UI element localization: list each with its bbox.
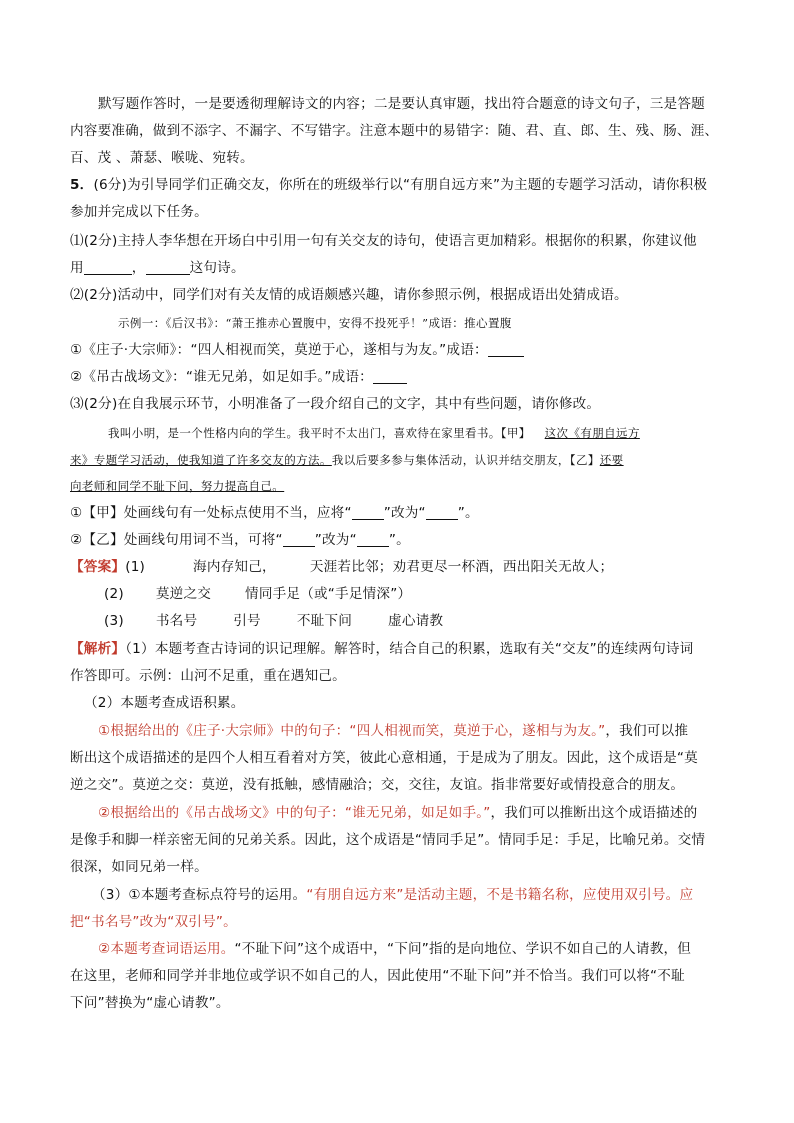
answer-3-b: 引号 [233,613,261,629]
passage-line-3 [70,476,284,496]
answer-2-a: 莫逆之交 [155,586,212,602]
analysis-2-2-line-2: 是像手和脚一样亲密无间的兄弟关系。因此，这个成语是“情同手足”。情同手足：手足，比喻兄弟。交情 [70,832,706,848]
underlined-sentence-jia-b: 来》专题学习活动，使我知道了许多交友的方法。 [70,453,332,467]
part-1-text-c: 这句诗。 [189,260,245,276]
passage-line-1 [108,423,640,443]
underlined-sentence-jia-a: 这次《有朋自远方 [544,426,640,440]
analysis-2-1-line-2: 断出这个成语描述的是四个人相互看着对方笑，彼此心意相通，于是成为了朋友。因此，这个成语是“莫 [70,750,698,766]
underlined-sentence-yi-b: 向老师和同学不耻下问，努力提高自己。 [70,479,285,493]
fix-1-blank-a[interactable] [352,505,384,520]
idiom-item-1-text: ①《庄子·大宗师》：“四人相视而笑，莫逆于心，遂相与为友。”成语： [70,342,488,358]
analysis-2-1-line-3: 逆之交”。莫逆之交：莫逆，没有抵触，感情融洽；交，交往，友谊。指非常要好或情投意合的朋友。 [70,777,685,793]
analysis-1-line-2: 作答即可。示例：山河不足重，重在遇知己。 [70,668,346,684]
analysis-3-2-rest: “不耻下问”这个成语中，“下问”指的是向地位、学识不如自己的人请教，但 [234,941,692,957]
fix-2-blank-a[interactable] [283,532,315,547]
analysis-3-2-line-2: 在这里，老师和同学并非地位或学识不如自己的人，因此使用“不耻下问”并不恰当。我们可以将“不耻 [70,968,685,984]
answer-2-number: (2) [104,586,124,602]
fix-1-blank-b[interactable] [426,505,458,520]
fix-item-2 [70,530,410,550]
answer-1-number: (1) [125,559,146,575]
intro-line-2: 内容要准确，做到不添字、不漏字、不写错字。注意本题中的易错字：随、君、直、郎、生、残、肠、涯、 [70,123,719,139]
answer-row-2 [104,584,411,604]
idiom-item-2 [70,367,407,387]
analysis-2-heading: （2）本题考查成语积累。 [84,695,245,711]
analysis-1-text: （1）本题考查古诗词的识记理解。解答时，结合自己的积累，选取有关“交友”的连续两句诗词 [125,641,694,657]
question-stem-line-1: (6分)为引导同学们正确交友，你所在的班级举行以“有朋自远方来”为主题的专题学习活动，请你积极 [93,177,708,193]
answer-tag: 【答案】 [70,559,126,575]
blank-line-1[interactable] [84,260,132,275]
example-line: 示例一：《后汉书》：“萧王推赤心置腹中，安得不投死乎！”成语：推心置腹 [118,316,512,330]
answer-3-a: 书名号 [155,613,198,629]
idiom-item-1 [70,340,524,360]
part-1-blanks [70,258,245,278]
answer-3-c: 不耻下问 [296,613,353,629]
fix-1-text-c: ”。 [457,505,479,521]
fix-item-1 [70,503,479,523]
fix-2-blank-b[interactable] [357,532,389,547]
answer-row-1 [70,557,613,577]
analysis-3-1-line-1 [92,885,693,905]
answer-1-line-a: 海内存知己， [193,559,276,575]
analysis-2-1-rest: ，我们可以推 [605,723,689,739]
part-1-prompt: ⑴(2分)主持人李华想在开场白中引用一句有关交友的诗句，使语言更加精彩。根据你的积累，你建议他 [70,233,697,249]
analysis-1-line-1 [70,639,693,659]
underlined-sentence-yi-a: 还要 [599,453,624,467]
answer-3-d: 虚心请教 [388,613,444,629]
part-3-prompt: ⑶(2分)在自我展示环节，小明准备了一段介绍自己的文字，其中有些问题，请你修改。 [70,396,601,412]
analysis-3-1-head: （3）①本题考查标点符号的运用。 [92,887,307,903]
analysis-3-2-line-1 [98,939,691,959]
question-5-stem [70,175,707,195]
analysis-2-2-rest: ，我们可以推断出这个成语描述的 [490,805,698,821]
analysis-2-2-line-3: 很深，如同兄弟一样。 [70,859,208,875]
question-stem-line-2: 参加并完成以下任务。 [70,204,208,220]
answer-row-3 [104,611,443,631]
analysis-2-1-line-1 [98,721,688,741]
analysis-3-2-line-3: 下问”替换为“虚心请教”。 [70,995,230,1011]
passage-text-2b: 我以后要多参与集体活动，认识并结交朋友，【乙】 [331,453,600,467]
intro-line-3: 百、茂 、萧瑟、喉咙、宛转。 [70,150,254,166]
analysis-3-2-red: ②本题考查词语运用。 [98,941,235,957]
analysis-2-2-red: ②根据给出的《吊古战场文》中的句子：“谁无兄弟，如足如手。” [98,805,491,821]
idiom-blank-1[interactable] [488,342,524,357]
analysis-2-1-red: ①根据给出的《庄子·大宗师》中的句子：“四人相视而笑，莫逆于心，遂相与为友。” [98,723,606,739]
passage-line-2 [70,450,624,470]
answer-3-number: (3) [104,613,124,629]
fix-2-text-a: ②【乙】处画线句用词不当，可将“ [70,532,283,548]
intro-line-1: 默写题作答时，一是要透彻理解诗文的内容；二是要认真审题，找出符合题意的诗文句子，三是答题 [98,96,705,112]
idiom-blank-2[interactable] [373,369,407,384]
fix-1-text-b: ”改为“ [383,505,426,521]
fix-2-text-b: ”改为“ [314,532,357,548]
idiom-item-2-text: ②《吊古战场文》：“谁无兄弟，如足如手。”成语： [70,369,373,385]
question-number: 5． [70,177,94,193]
fix-2-text-c: ”。 [388,532,410,548]
analysis-tag: 【解析】 [70,641,126,657]
blank-line-2[interactable] [146,260,190,275]
analysis-3-1-red: “有朋自远方来”是活动主题，不是书籍名称，应使用双引号。应 [306,887,694,903]
part-1-text-a: 用 [70,260,84,276]
part-2-prompt: ⑵(2分)活动中，同学们对有关友情的成语颇感兴趣，请你参照示例，根据成语出处猜成语。 [70,287,628,303]
analysis-2-2-line-1 [98,803,697,823]
answer-1-line-b: 天涯若比邻；劝君更尽一杯酒，西出阳关无故人； [309,559,614,575]
part-1-text-b: ， [131,260,146,276]
passage-text-1a: 我叫小明，是一个性格内向的学生。我平时不太出门，喜欢待在家里看书。【甲】 [108,426,531,440]
analysis-3-1-line-2: 把“书名号”改为“双引号”。 [70,914,237,930]
fix-1-text-a: ①【甲】处画线句有一处标点使用不当，应将“ [70,505,352,521]
answer-2-b: 情同手足（或“手足情深”） [245,586,412,602]
